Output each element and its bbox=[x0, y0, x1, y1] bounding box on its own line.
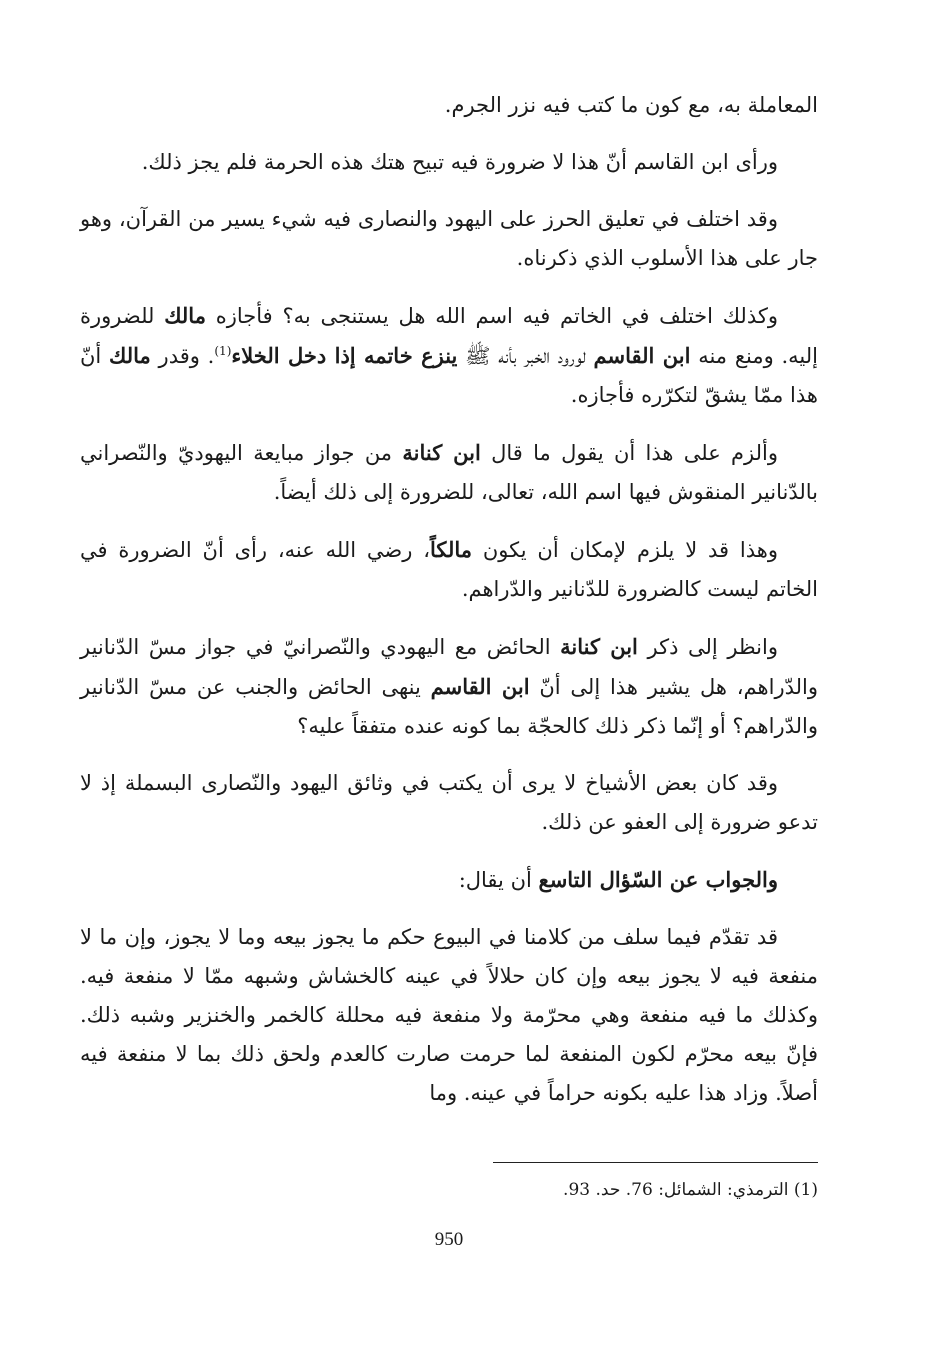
text-run: وانظر إلى ذكر bbox=[637, 635, 778, 659]
book-page bbox=[80, 86, 818, 1346]
footnote: (1) الترمذي: الشمائل: 76. حد. 93. bbox=[563, 1180, 818, 1200]
text-run: ، رضي الله عنه، رأى أنّ الضرورة في الخاتم ليست كالضرورة للدّنانير والدّراهم. bbox=[80, 538, 818, 601]
text-run: وألزم على هذا أن يقول ما قال bbox=[480, 441, 779, 465]
text-run: وكذلك اختلف في الخاتم فيه اسم الله هل يستنجى به؟ فأجازه bbox=[205, 304, 778, 328]
text-run: وهذا قد لا يلزم لإمكان أن يكون bbox=[472, 538, 778, 562]
bold-text: ابن القاسم bbox=[430, 674, 530, 699]
text-run: أنّ هذا ممّا يشقّ لتكرّره فأجازه. bbox=[80, 344, 818, 407]
paragraph bbox=[80, 860, 818, 900]
text-run: ينهى الحائض والجنب عن مسّ الدّنانير والدّراهم؟ أو إنّما ذكر ذلك كالحجّة بما كونه عنده متفقاً عليه؟ bbox=[80, 675, 818, 738]
paragraph bbox=[80, 764, 818, 842]
text-run: للضرورة إليه. ومنع منه bbox=[80, 304, 819, 368]
text-run: وقد كان بعض الأشياخ لا يرى أن يكتب في وثائق اليهود والنّصارى البسملة إذ لا تدعو ضرورة إلى العفو عن ذلك. bbox=[80, 771, 818, 834]
bold-text: والجواب عن السّؤال التاسع bbox=[538, 867, 778, 892]
paragraph bbox=[80, 143, 818, 182]
bold-text: ابن القاسم bbox=[593, 343, 691, 368]
text-run: لورود الخبر بأنه ﷺ bbox=[457, 344, 594, 368]
text-run: أن يقال: bbox=[458, 868, 539, 892]
bold-text: مالكاً bbox=[429, 537, 473, 562]
paragraph bbox=[80, 296, 818, 415]
text-run: قد تقدّم فيما سلف من كلامنا في البيوع حكم ما يجوز بيعه وما لا يجوز، وإن ما لا منفعة فيه لا يجوز بيعه وإن كان حلالاً في عينه كالخشاش وشبهه ممّا لا منفعة فيه. وكذلك ما فيه منفعة وهي محرّمة ولا منفعة فيه محللة كالخمر والخنزير وشبه ذلك. فإنّ بيعه محرّم لكون المنفعة لما حرمت صارت كالعدم ولحق ذلك بما لا منفعة فيه أصلاً. وزاد هذا عليه بكونه حراماً في عينه. وما bbox=[80, 925, 818, 1105]
text-run: وقد اختلف في تعليق الحرز على اليهود والنصارى فيه شيء يسير من القرآن، وهو جار على هذا الأسلوب الذي ذكرناه. bbox=[80, 207, 818, 270]
text-run: ورأى ابن القاسم أنّ هذا لا ضرورة فيه تبيح هتك هذه الحرمة فلم يجز ذلك. bbox=[141, 150, 778, 174]
bold-text: ابن كنانة bbox=[560, 634, 638, 659]
bold-text: ينزع خاتمه إذا دخل الخلاء bbox=[231, 343, 458, 368]
body-text bbox=[80, 86, 818, 1113]
paragraph bbox=[80, 627, 818, 746]
paragraph bbox=[80, 530, 818, 609]
paragraph bbox=[80, 433, 818, 512]
footnote-marker: (1) bbox=[214, 344, 232, 358]
bold-text: ابن كنانة bbox=[402, 440, 481, 465]
text-run: من جواز مبايعة اليهوديّ والنّصراني بالدّنانير المنقوش فيها اسم الله، تعالى، للضرورة إلى ذلك أيضاً. bbox=[80, 441, 818, 504]
bold-text: مالك bbox=[109, 343, 151, 368]
footnote-divider bbox=[493, 1162, 818, 1163]
text-run: الحائض مع اليهودي والنّصرانيّ في جواز مسّ الدّنانير والدّراهم، هل يشير هذا إلى أنّ bbox=[80, 635, 818, 699]
paragraph bbox=[80, 918, 818, 1113]
page-number: 950 bbox=[434, 1229, 464, 1250]
bold-text: مالك bbox=[164, 303, 206, 328]
paragraph bbox=[80, 86, 818, 125]
text-run: . وقدر bbox=[150, 344, 215, 368]
paragraph bbox=[80, 200, 818, 278]
text-run: المعاملة به، مع كون ما كتب فيه نزر الجرم. bbox=[444, 93, 818, 117]
